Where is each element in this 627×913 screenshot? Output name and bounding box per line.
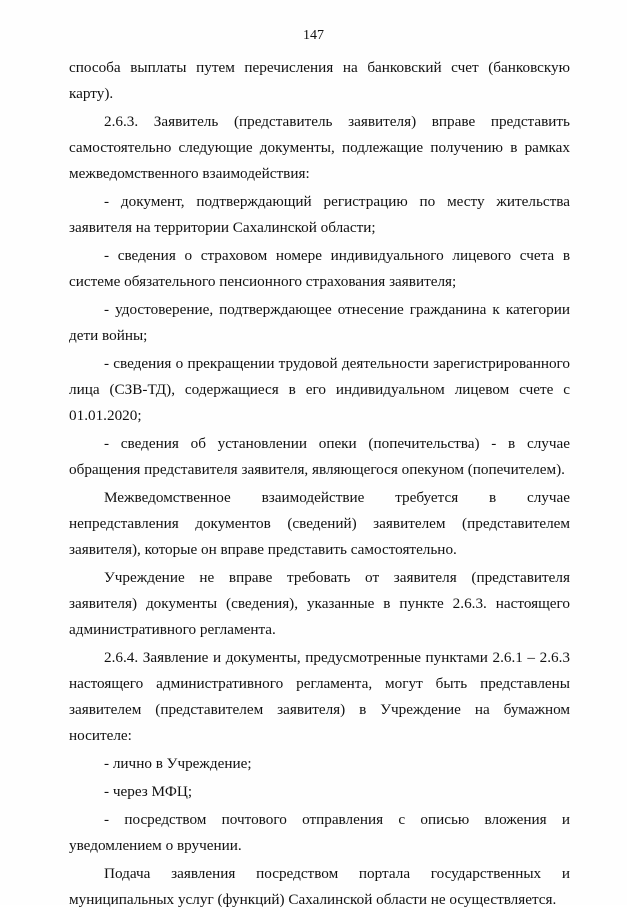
paragraph-interagency-interaction: Межведомственное взаимодействие требуется в случае непредставления документов (сведений) заявителем (представителем заявителя), которые он вправе представить самостоятельно. — [69, 489, 570, 558]
list-item-war-children-certificate: - удостоверение, подтверждающее отнесение гражданина к категории дети войны; — [69, 301, 570, 344]
paragraph-portal-submission: Подача заявления посредством портала государственных и муниципальных услуг (функций) Сахалинской области не осуществляется. — [69, 865, 570, 908]
list-item-employment-termination: - сведения о прекращении трудовой деятельности зарегистрированного лица (СЗВ-ТД), содержащиеся в его индивидуальном лицевом счете с 01.01.2020; — [69, 355, 570, 424]
paragraph-2-6-4: 2.6.4. Заявление и документы, предусмотренные пунктами 2.6.1 – 2.6.3 настоящего административного регламента, могут быть представлены заявителем (представителем заявителя) в Учреждение на бумажном носителе: — [69, 649, 570, 744]
list-item-postal: - посредством почтового отправления с описью вложения и уведомлением о вручении. — [69, 811, 570, 854]
list-item-registration-document: - документ, подтверждающий регистрацию по месту жительства заявителя на территории Сахалинской области; — [69, 193, 570, 236]
list-item-mfc: - через МФЦ; — [104, 783, 193, 800]
paragraph-payment-method: способа выплаты путем перечисления на банковский счет (банковскую карту). — [69, 59, 570, 102]
paragraph-institution-restriction: Учреждение не вправе требовать от заявителя (представителя заявителя) документы (сведения), указанные в пункте 2.6.3. настоящего административного регламента. — [69, 569, 570, 638]
list-item-insurance-number: - сведения о страховом номере индивидуального лицевого счета в системе обязательного пенсионного страхования заявителя; — [69, 247, 570, 290]
paragraph-2-6-3: 2.6.3. Заявитель (представитель заявителя) вправе представить самостоятельно следующие документы, подлежащие получению в рамках межведомственного взаимодействия: — [69, 113, 570, 182]
list-item-guardianship: - сведения об установлении опеки (попечительства) - в случае обращения представителя заявителя, являющегося опекуном (попечителем). — [69, 435, 570, 478]
list-item-in-person: - лично в Учреждение; — [104, 755, 252, 772]
document-body — [69, 55, 570, 913]
page-number: 147 — [303, 28, 324, 43]
